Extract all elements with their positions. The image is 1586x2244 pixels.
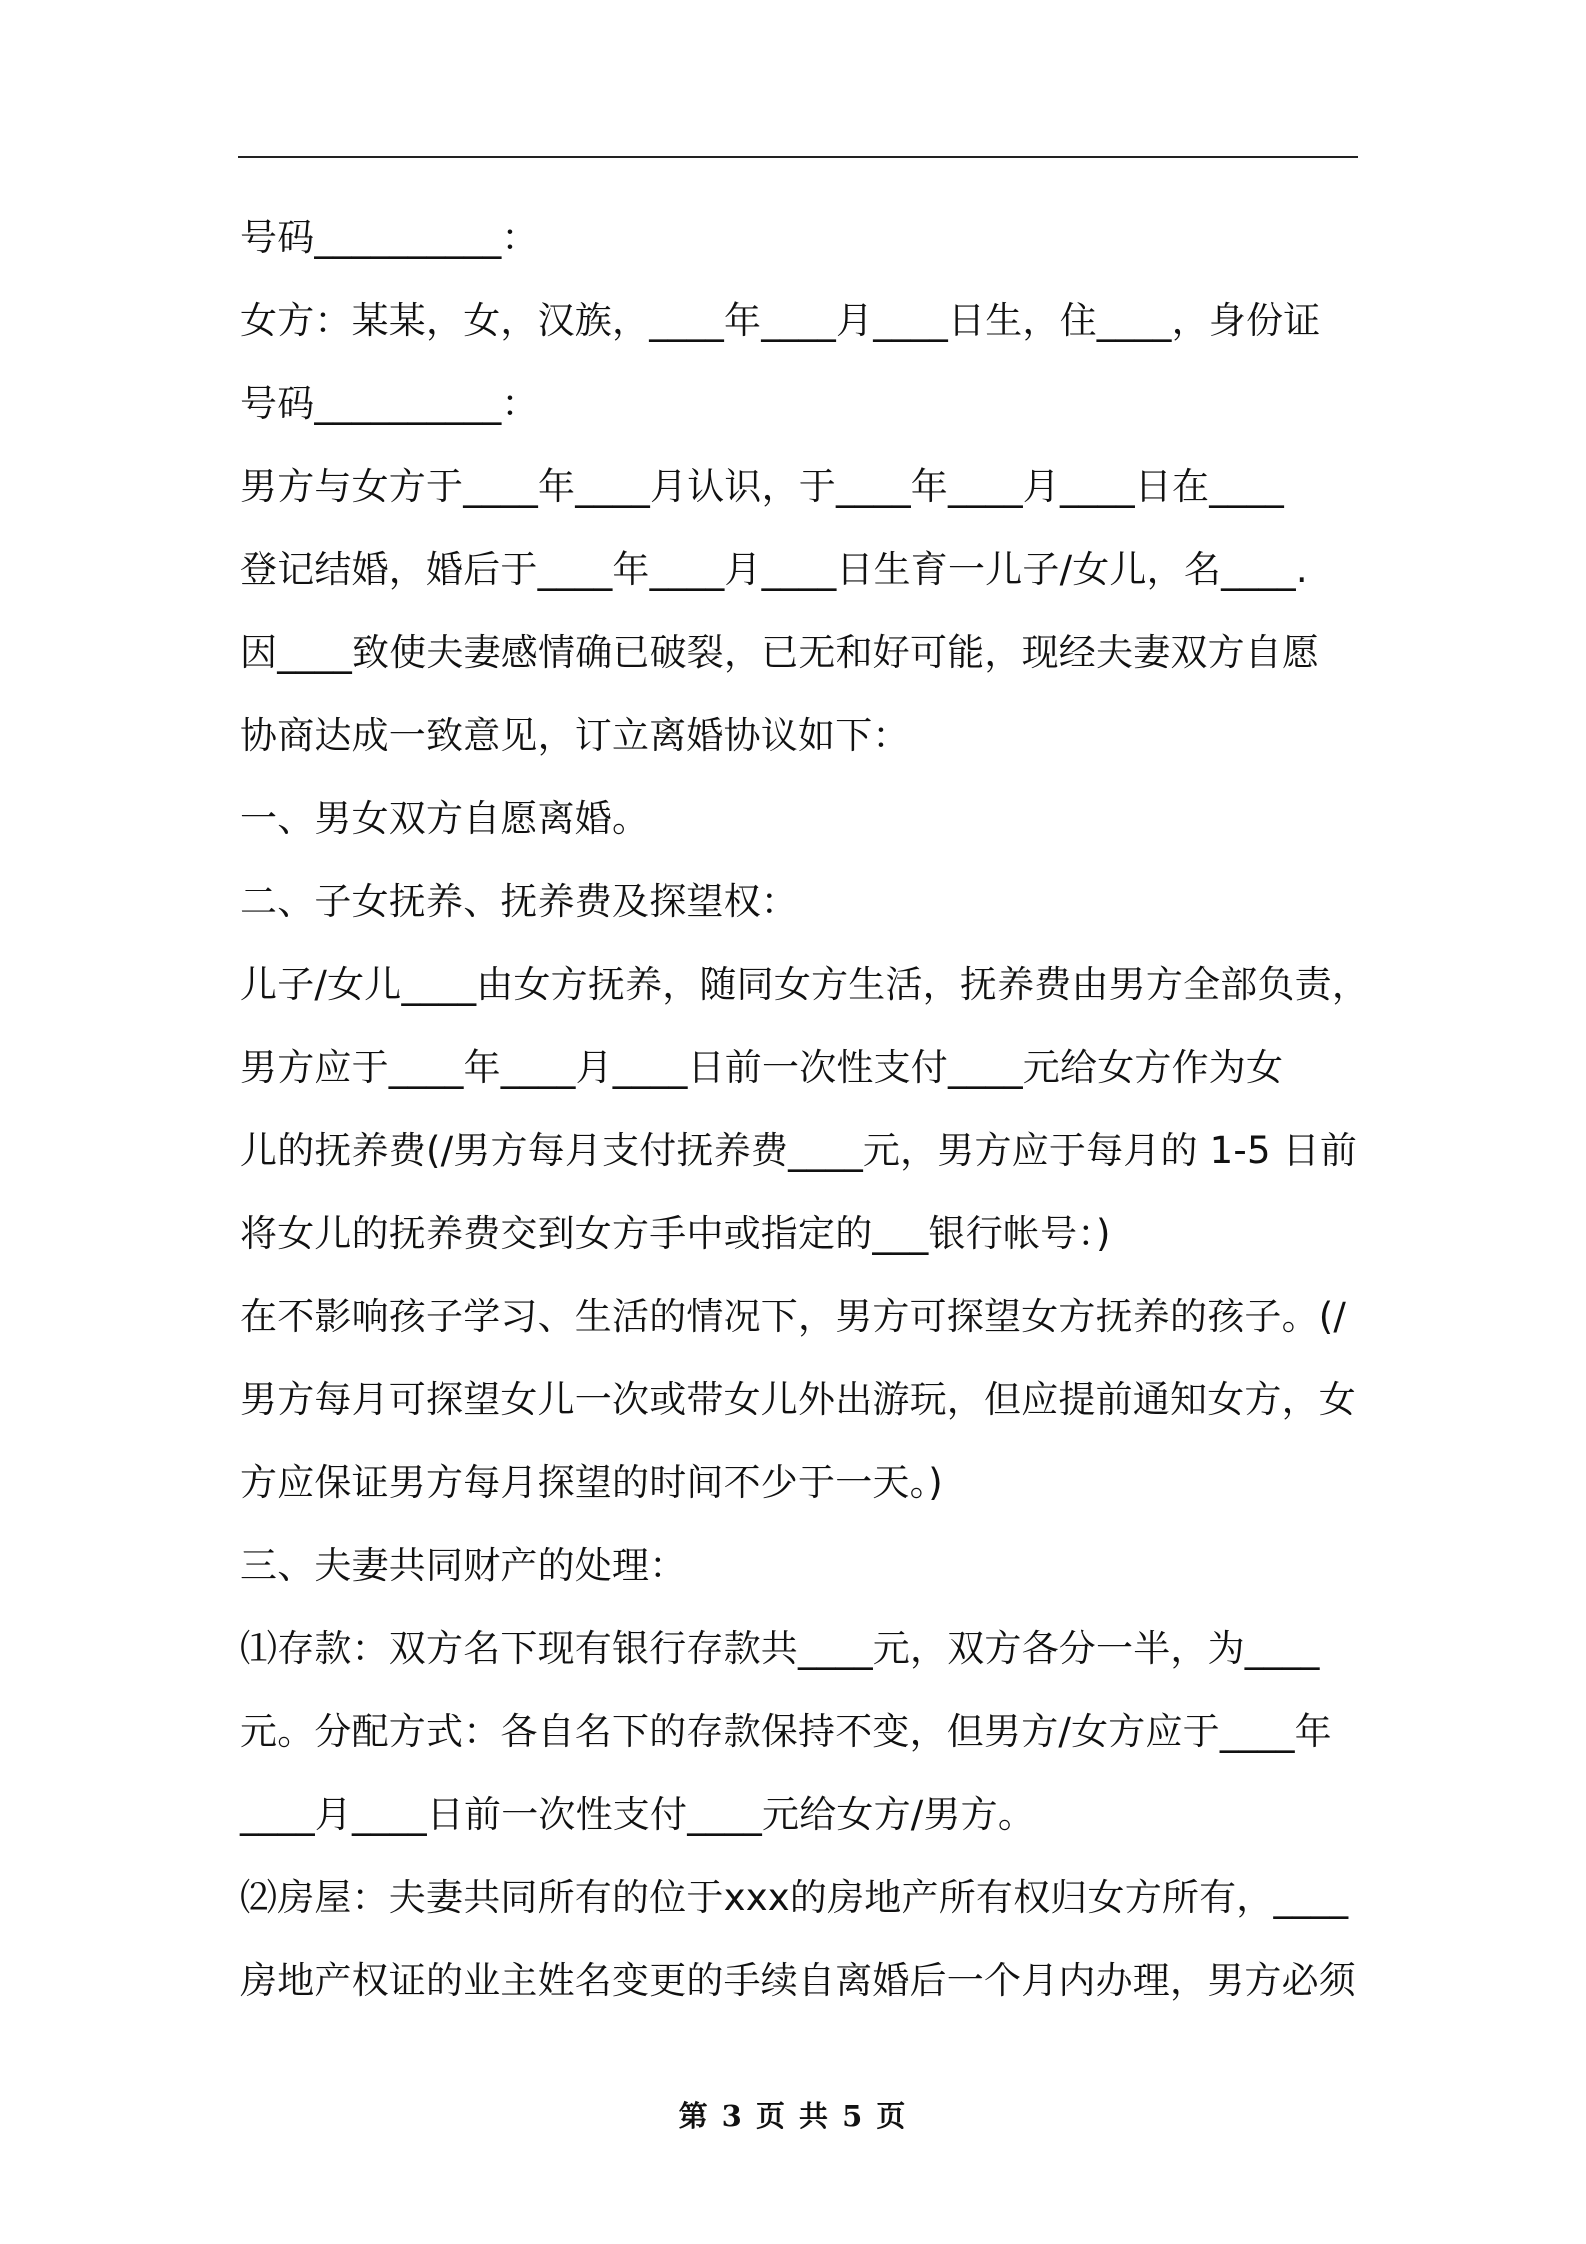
agreement-body [240,196,1370,2022]
header-rule [238,156,1358,158]
section-heading-1: 一、男女双方自愿离婚。 [240,797,650,840]
text-line: 元。分配方式：各自名下的存款保持不变，但男方/女方应于____年 [240,1710,1332,1753]
text-line: 女方：某某，女，汉族，____年____月____日生，住____，身份证 [240,299,1321,342]
text-line: 方应保证男方每月探望的时间不少于一天。) [240,1461,943,1504]
text-line: 协商达成一致意见，订立离婚协议如下： [240,714,910,757]
text-line: 因____致使夫妻感情确已破裂，已无和好可能，现经夫妻双方自愿 [240,631,1320,674]
text-line: 男方应于____年____月____日前一次性支付____元给女方作为女 [240,1046,1284,1089]
page-number-footer: 第 3 页 共 5 页 [678,2099,908,2133]
section-heading-2: 二、子女抚养、抚养费及探望权： [240,880,798,923]
text-line: ⑵房屋：夫妻共同所有的位于xxx的房地产所有权归女方所有，____ [240,1876,1349,1919]
text-line: 房地产权证的业主姓名变更的手续自离婚后一个月内办理，男方必须 [240,1959,1356,2002]
text-line: 儿子/女儿____由女方抚养，随同女方生活，抚养费由男方全部负责， [240,963,1370,1006]
text-line: 儿的抚养费(/男方每月支付抚养费____元，男方应于每月的 1-5 日前 [240,1129,1358,1172]
text-line: ____月____日前一次性支付____元给女方/男方。 [240,1793,1036,1836]
text-line: 男方每月可探望女儿一次或带女儿外出游玩，但应提前通知女方，女 [240,1378,1356,1421]
text-line: 登记结婚，婚后于____年____月____日生育一儿子/女儿，名____. [240,548,1308,591]
text-line: 号码__________： [240,382,539,425]
section-heading-3: 三、夫妻共同财产的处理： [240,1544,687,1587]
text-line: 将女儿的抚养费交到女方手中或指定的___银行帐号：) [240,1212,1111,1255]
text-line: ⑴存款：双方名下现有银行存款共____元，双方各分一半，为____ [240,1627,1320,1670]
text-line: 在不影响孩子学习、生活的情况下，男方可探望女方抚养的孩子。(/ [240,1295,1347,1338]
text-line: 号码__________： [240,216,539,259]
text-line: 男方与女方于____年____月认识，于____年____月____日在____ [240,465,1284,508]
